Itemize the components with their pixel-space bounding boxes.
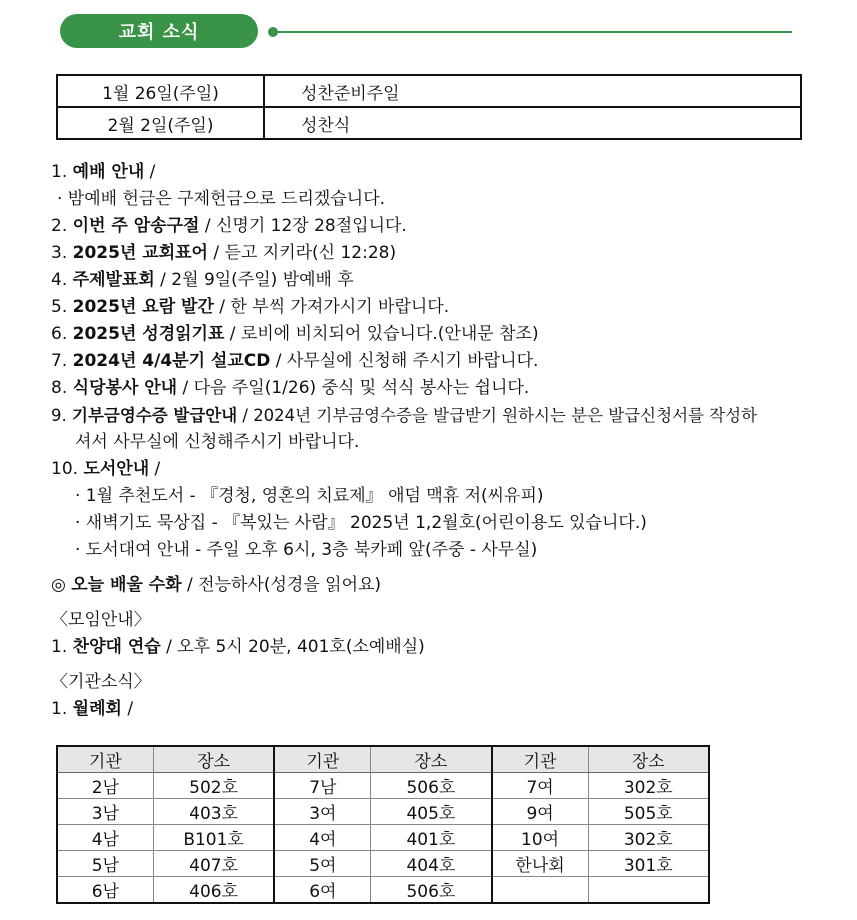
item-number: 8. (51, 378, 68, 398)
column-header: 기관 (274, 746, 370, 773)
item-title: 식당봉사 안내 (72, 378, 178, 398)
item-number: 7. (51, 351, 68, 371)
item-title: 도서안내 (83, 459, 150, 479)
table-row (57, 773, 709, 799)
notice-subitem: · 새벽기도 묵상집 - 『복있는 사람』 2025년 1,2월호(어린이용도 있습니다.) (75, 513, 647, 533)
org-cell: 한나회 (492, 851, 588, 877)
item-number: 5. (51, 297, 68, 317)
item-title: 2024년 4/4분기 설교CD (72, 351, 271, 371)
sign-language-notice (51, 572, 811, 599)
item-text: / 오후 5시 20분, 401호(소예배실) (160, 637, 425, 657)
item-number: 4. (51, 270, 68, 290)
org-cell: 7여 (492, 773, 588, 799)
item-title: 오늘 배울 수화 (71, 575, 182, 595)
schedule-row (57, 107, 801, 139)
room-cell: 502호 (153, 773, 274, 799)
org-cell: 6남 (57, 877, 153, 904)
schedule-event: 성찬준비주일 (264, 75, 801, 107)
table-row (57, 825, 709, 851)
item-number: 3. (51, 243, 68, 263)
meetings-heading: 〈모임안내〉 (51, 610, 151, 630)
item-number: 10. (51, 459, 79, 479)
item-number: 6. (51, 324, 68, 344)
table-row (57, 851, 709, 877)
notice-item-9 (51, 402, 811, 429)
organizations-heading: 〈기관소식〉 (51, 672, 151, 692)
notice-item-6 (51, 321, 811, 348)
notice-subitem: · 1월 추천도서 - 『경청, 영혼의 치료제』 애덤 맥휴 저(씨유피) (75, 486, 544, 506)
room-cell: 506호 (371, 877, 492, 904)
item-number: 1. (51, 637, 68, 657)
notice-item-3 (51, 240, 811, 267)
schedule-row (57, 75, 801, 107)
item-title: 찬양대 연습 (72, 637, 161, 657)
decorative-rule (275, 31, 792, 33)
room-cell: 505호 (588, 799, 709, 825)
item-title: 이번 주 암송구절 (72, 216, 200, 236)
monthly-meeting-table (56, 745, 710, 904)
item-number: 1. (51, 699, 68, 719)
item-text: / 사무실에 신청해 주시기 바랍니다. (270, 351, 539, 371)
item-title: 2025년 성경읽기표 (72, 324, 225, 344)
room-cell: 404호 (371, 851, 492, 877)
notice-item-4 (51, 267, 811, 294)
room-cell: 403호 (153, 799, 274, 825)
org-cell: 5남 (57, 851, 153, 877)
org-cell: 2남 (57, 773, 153, 799)
org-cell: 3남 (57, 799, 153, 825)
item-title: 2025년 요람 발간 (72, 297, 214, 317)
notice-item-1 (51, 159, 811, 186)
room-cell: 401호 (371, 825, 492, 851)
item-text: / (121, 699, 134, 719)
room-cell: 302호 (588, 825, 709, 851)
item-number: 2. (51, 216, 68, 236)
notice-item-9-continued: 셔서 사무실에 신청해주시기 바랍니다. (75, 432, 360, 452)
item-number: 1. (51, 162, 68, 182)
item-text: / 로비에 비치되어 있습니다.(안내문 참조) (224, 324, 539, 344)
notice-item-7 (51, 348, 811, 375)
room-cell: 405호 (371, 799, 492, 825)
schedule-date: 1월 26일(주일) (57, 75, 264, 107)
org-cell: 6여 (274, 877, 370, 904)
item-text: / 한 부씩 가져가시기 바랍니다. (213, 297, 450, 317)
org-cell: 4여 (274, 825, 370, 851)
room-cell: B101호 (153, 825, 274, 851)
room-cell: 302호 (588, 773, 709, 799)
item-title: 월례회 (72, 699, 122, 719)
item-number: 9. (51, 406, 67, 425)
notice-item-2 (51, 213, 811, 240)
org-cell: 7남 (274, 773, 370, 799)
column-header: 장소 (153, 746, 274, 773)
room-cell: 506호 (371, 773, 492, 799)
double-circle-icon: ◎ (51, 575, 66, 595)
room-cell: 406호 (153, 877, 274, 904)
organization-item-1 (51, 696, 811, 723)
org-cell: 10여 (492, 825, 588, 851)
item-title: 예배 안내 (72, 162, 145, 182)
org-cell: 3여 (274, 799, 370, 825)
org-cell (492, 877, 588, 904)
item-text: / (144, 162, 156, 182)
column-header: 기관 (57, 746, 153, 773)
schedule-event: 성찬식 (264, 107, 801, 139)
notice-item-8 (51, 375, 811, 402)
item-title: 기부금영수증 발급안내 (72, 406, 238, 425)
section-title-badge: 교회 소식 (60, 14, 258, 48)
table-header-row (57, 746, 709, 773)
column-header: 장소 (588, 746, 709, 773)
item-text: / (149, 459, 161, 479)
notice-item-10 (51, 456, 811, 483)
column-header: 장소 (371, 746, 492, 773)
meeting-item-1 (51, 634, 811, 661)
notice-item-5 (51, 294, 811, 321)
item-title: 주제발표회 (72, 270, 155, 290)
notice-subitem: · 밤예배 헌금은 구제헌금으로 드리겠습니다. (57, 189, 386, 209)
column-header: 기관 (492, 746, 588, 773)
org-cell: 9여 (492, 799, 588, 825)
schedule-date: 2월 2일(주일) (57, 107, 264, 139)
item-text: / 2024년 기부금영수증을 발급받기 원하시는 분은 발급신청서를 작성하 (237, 406, 758, 425)
room-cell (588, 877, 709, 904)
room-cell: 301호 (588, 851, 709, 877)
item-text: / 신명기 12장 28절입니다. (199, 216, 407, 236)
org-cell: 5여 (274, 851, 370, 877)
org-cell: 4남 (57, 825, 153, 851)
item-text: / 2월 9일(주일) 밤예배 후 (154, 270, 354, 290)
item-text: / 전능하사(성경을 읽어요) (181, 575, 382, 595)
schedule-table (56, 74, 802, 140)
notice-list (51, 159, 811, 723)
table-row (57, 877, 709, 904)
room-cell: 407호 (153, 851, 274, 877)
item-text: / 듣고 지키라(신 12:28) (207, 243, 397, 263)
table-row (57, 799, 709, 825)
item-title: 2025년 교회표어 (72, 243, 208, 263)
notice-subitem: · 도서대여 안내 - 주일 오후 6시, 3층 북카페 앞(주중 - 사무실) (75, 540, 538, 560)
item-text: / 다음 주일(1/26) 중식 및 석식 봉사는 쉽니다. (177, 378, 530, 398)
